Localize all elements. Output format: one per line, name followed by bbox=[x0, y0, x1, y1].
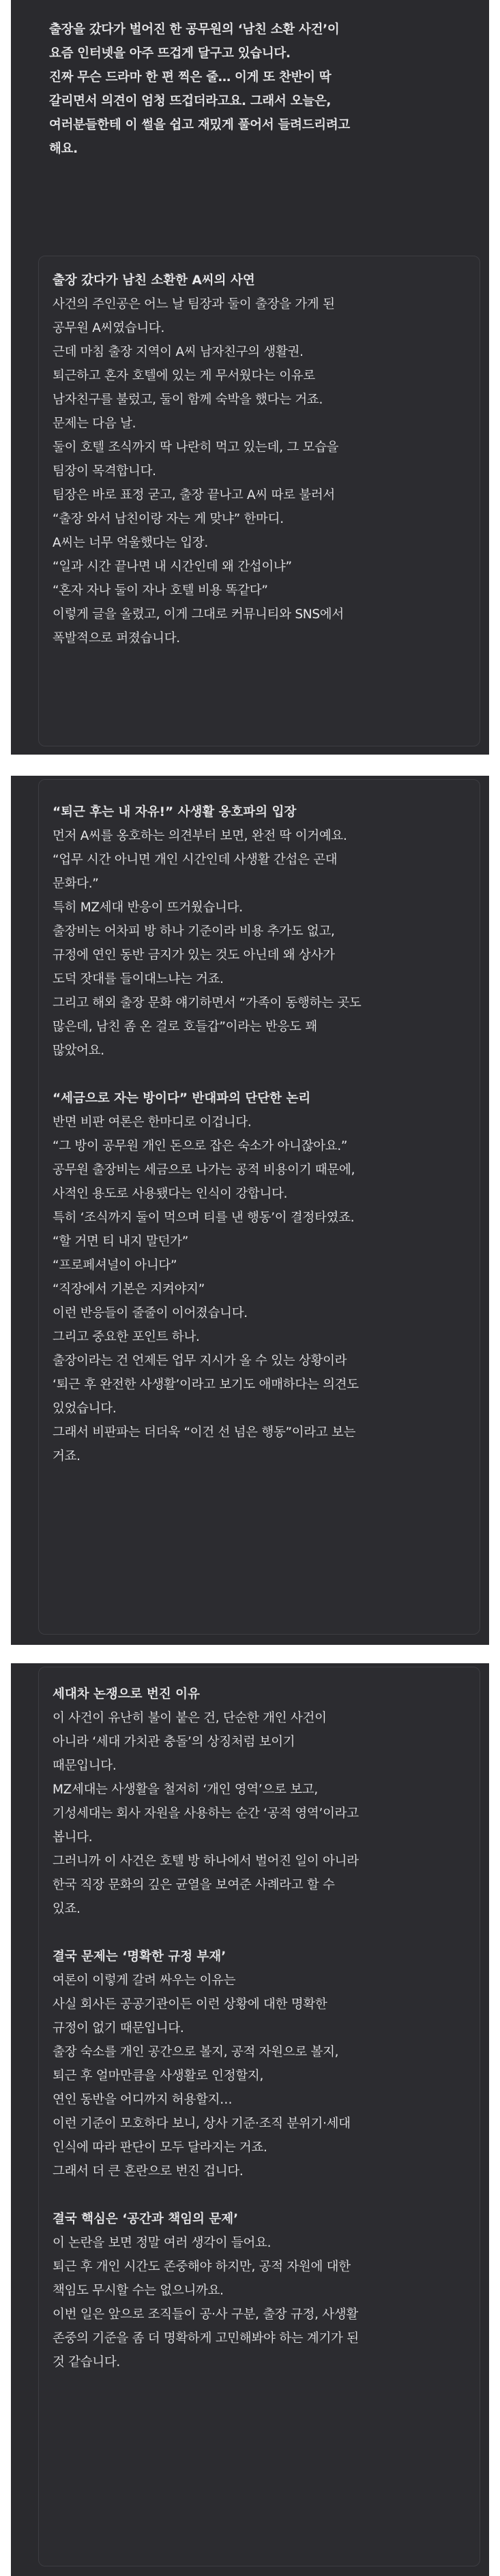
support-line: 특히 MZ세대 반응이 뜨거웠습니다. bbox=[53, 900, 243, 915]
oppose-line: 그리고 중요한 포인트 하나. bbox=[53, 1330, 200, 1344]
story-line: 팀장은 바로 표정 굳고, 출장 끝나고 A씨 따로 불러서 bbox=[53, 488, 336, 502]
opinions-panel bbox=[11, 776, 489, 1645]
support-heading: “퇴근 후는 내 자유!” 사생활 옹호파의 입장 bbox=[53, 805, 297, 819]
core-line: 책임도 무시할 수는 없으니까요. bbox=[53, 2284, 224, 2298]
story-line: “출장 와서 남친이랑 자는 게 맞냐” 한마디. bbox=[53, 512, 284, 526]
generation-line: 기성세대는 회사 자원을 사용하는 순간 ‘공적 영역’이라고 bbox=[53, 1806, 359, 1821]
oppose-line: “직장에서 기본은 지켜야지” bbox=[53, 1282, 205, 1297]
support-line: 도덕 잣대를 들이대느냐는 거죠. bbox=[53, 972, 224, 986]
support-line: “업무 시간 아니면 개인 시간인데 사생활 간섭은 곤대 bbox=[53, 853, 338, 867]
story-card bbox=[38, 256, 480, 746]
core-heading: 결국 핵심은 ‘공간과 책임의 문제’ bbox=[53, 2212, 239, 2226]
support-line: 문화다.” bbox=[53, 877, 99, 891]
oppose-line: 있었습니다. bbox=[53, 1401, 117, 1416]
generation-line: 한국 직장 문화의 깊은 균열을 보여준 사례라고 할 수 bbox=[53, 1878, 335, 1892]
core-line: 이번 일은 앞으로 조직들이 공·사 구분, 출장 규정, 사생활 bbox=[53, 2307, 358, 2322]
oppose-line: “할 거면 티 내지 말던가” bbox=[53, 1234, 189, 1249]
oppose-line: 거죠. bbox=[53, 1449, 80, 1464]
support-line: 많았어요. bbox=[53, 1044, 104, 1058]
story-line: 사건의 주인공은 어느 날 팀장과 둘이 출장을 가게 된 bbox=[53, 297, 335, 312]
oppose-line: 출장이라는 건 언제든 업무 지시가 올 수 있는 상황이라 bbox=[53, 1354, 347, 1368]
intro-line: 여러분들한테 이 썰을 쉽고 재밌게 풀어서 들려드리려고 bbox=[49, 118, 350, 132]
generation-line: 봅니다. bbox=[53, 1830, 93, 1845]
generation-line: 그러니까 이 사건은 호텔 방 하나에서 벌어진 일이 아니라 bbox=[53, 1854, 359, 1868]
rules-line: 그래서 더 큰 혼란으로 번진 겁니다. bbox=[53, 2164, 244, 2179]
story-line: 퇴근하고 혼자 호텔에 있는 게 무서웠다는 이유로 bbox=[53, 369, 315, 383]
story-line: 문제는 다음 날. bbox=[53, 416, 136, 431]
story-line: “혼자 자나 둘이 자나 호텔 비용 똑같다” bbox=[53, 584, 268, 598]
analysis-panel bbox=[11, 1663, 489, 2576]
story-heading: 출장 갔다가 남친 소환한 A씨의 사연 bbox=[53, 273, 255, 288]
rules-line: 출장 숙소를 개인 공간으로 볼지, 공적 자원으로 볼지, bbox=[53, 2045, 339, 2059]
intro-panel bbox=[11, 0, 489, 755]
intro-line: 진짜 무슨 드라마 한 편 찍은 줄… 이게 또 찬반이 딱 bbox=[49, 70, 332, 85]
oppose-line: 사적인 용도로 사용됐다는 인식이 강합니다. bbox=[53, 1187, 288, 1201]
rules-line: 사실 회사든 공공기관이든 이런 상황에 대한 명확한 bbox=[53, 1997, 327, 2012]
oppose-line: 이런 반응들이 줄줄이 이어졌습니다. bbox=[53, 1306, 248, 1320]
support-line: 규정에 연인 동반 금지가 있는 것도 아닌데 왜 상사가 bbox=[53, 948, 335, 963]
rules-line: 규정이 없기 때문입니다. bbox=[53, 2021, 184, 2035]
oppose-line: 그래서 비판파는 더더욱 “이건 선 넘은 행동”이라고 보는 bbox=[53, 1425, 356, 1440]
intro-block bbox=[49, 18, 350, 161]
support-line: 출장비는 어차피 방 하나 기준이라 비용 추가도 없고, bbox=[53, 924, 335, 939]
rules-line: 인식에 따라 판단이 모두 달라지는 거죠. bbox=[53, 2140, 267, 2155]
core-line: 이 논란을 보면 정말 여러 생각이 들어요. bbox=[53, 2236, 271, 2250]
story-line: 팀장이 목격합니다. bbox=[53, 464, 156, 479]
rules-line: 이런 기준이 모호하다 보니, 상사 기준·조직 분위기·세대 bbox=[53, 2117, 351, 2131]
intro-line: 출장을 갔다가 벌어진 한 공무원의 ‘남친 소환 사건’이 bbox=[49, 22, 340, 37]
rules-heading: 결국 문제는 ‘명확한 규정 부재’ bbox=[53, 1950, 226, 1964]
story-line: A씨는 너무 억울했다는 입장. bbox=[53, 536, 208, 550]
core-line: 퇴근 후 개인 시간도 존중해야 하지만, 공적 자원에 대한 bbox=[53, 2260, 351, 2274]
story-line: 공무원 A씨였습니다. bbox=[53, 321, 165, 335]
story-line: 이렇게 글을 올렸고, 이게 그대로 커뮤니티와 SNS에서 bbox=[53, 607, 344, 622]
opinions-card bbox=[38, 779, 480, 1635]
rules-line: 퇴근 후 얼마만큼을 사생활로 인정할지, bbox=[53, 2069, 264, 2083]
intro-line: 해요. bbox=[49, 142, 78, 156]
oppose-line: 반면 비판 여론은 한마디로 이겁니다. bbox=[53, 1115, 252, 1130]
generation-line: 아니라 ‘세대 가치관 충돌’의 상징처럼 보이기 bbox=[53, 1735, 295, 1749]
story-line: “일과 시간 끝나면 내 시간인데 왜 간섭이냐” bbox=[53, 560, 292, 574]
support-line: 많은데, 남친 좀 온 걸로 호들갑”이라는 반응도 꽤 bbox=[53, 1020, 317, 1034]
analysis-card bbox=[38, 1667, 480, 2566]
generation-line: 있죠. bbox=[53, 1902, 80, 1916]
core-line: 것 같습니다. bbox=[53, 2355, 121, 2369]
rules-line: 연인 동반을 어디까지 허용할지… bbox=[53, 2093, 233, 2107]
story-line: 근데 마침 출장 지역이 A씨 남자친구의 생활권. bbox=[53, 345, 304, 359]
story-line: 폭발적으로 퍼졌습니다. bbox=[53, 631, 180, 646]
support-line: 그리고 해외 출장 문화 얘기하면서 “가족이 동행하는 곳도 bbox=[53, 996, 362, 1010]
core-line: 존중의 기준을 좀 더 명확하게 고민해봐야 하는 계기가 된 bbox=[53, 2331, 359, 2346]
intro-line: 갈리면서 의견이 엄청 뜨겁더라고요. 그래서 오늘은, bbox=[49, 94, 332, 108]
oppose-line: 공무원 출장비는 세금으로 나가는 공적 비용이기 때문에, bbox=[53, 1163, 355, 1177]
generation-heading: 세대차 논쟁으로 번진 이유 bbox=[53, 1687, 200, 1701]
story-line: 남자친구를 불렀고, 둘이 함께 숙박을 했다는 거죠. bbox=[53, 393, 323, 407]
generation-line: MZ세대는 사생활을 철저히 ‘개인 영역’으로 보고, bbox=[53, 1783, 318, 1797]
generation-line: 때문입니다. bbox=[53, 1759, 117, 1773]
oppose-line: “그 방이 공무원 개인 돈으로 잡은 숙소가 아니잖아요.” bbox=[53, 1139, 348, 1153]
oppose-line: “프로페셔널이 아니다” bbox=[53, 1258, 177, 1273]
intro-line: 요즘 인터넷을 아주 뜨겁게 달구고 있습니다. bbox=[49, 46, 291, 61]
story-line: 둘이 호텔 조식까지 딱 나란히 먹고 있는데, 그 모습을 bbox=[53, 440, 339, 455]
oppose-heading: “세금으로 자는 방이다” 반대파의 단단한 논리 bbox=[53, 1091, 311, 1106]
rules-line: 여론이 이렇게 갈려 싸우는 이유는 bbox=[53, 1973, 236, 1988]
generation-line: 이 사건이 유난히 불이 붙은 건, 단순한 개인 사건이 bbox=[53, 1711, 327, 1725]
oppose-line: 특히 ‘조식까지 둘이 먹으며 티를 낸 행동’이 결정타였죠. bbox=[53, 1211, 355, 1225]
oppose-line: ‘퇴근 후 완전한 사생활’이라고 보기도 애매하다는 의견도 bbox=[53, 1378, 359, 1392]
support-line: 먼저 A씨를 옹호하는 의견부터 보면, 완전 딱 이거예요. bbox=[53, 829, 347, 843]
